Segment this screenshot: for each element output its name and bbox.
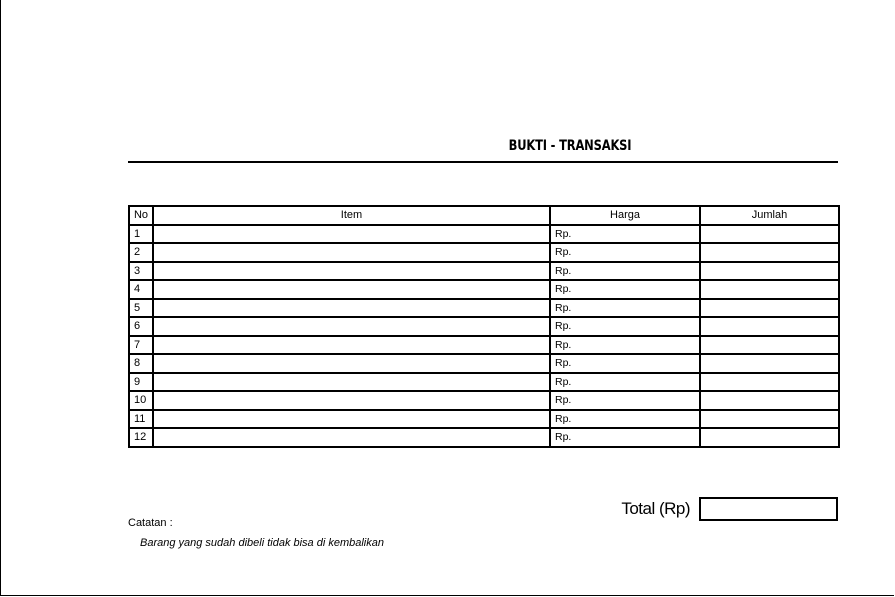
item-cell[interactable] [153, 336, 550, 355]
header-harga: Harga [550, 206, 700, 225]
harga-cell[interactable]: Rp. [550, 410, 700, 429]
row-number-cell: 9 [129, 373, 153, 392]
jumlah-cell[interactable] [700, 373, 839, 392]
table-body [129, 225, 839, 447]
item-cell[interactable] [153, 225, 550, 244]
harga-cell[interactable]: Rp. [550, 262, 700, 281]
item-cell[interactable] [153, 354, 550, 373]
header-jumlah: Jumlah [700, 206, 839, 225]
jumlah-cell[interactable] [700, 243, 839, 262]
harga-cell[interactable]: Rp. [550, 428, 700, 447]
total-label: Total (Rp) [621, 499, 690, 518]
row-number-cell: 7 [129, 336, 153, 355]
harga-cell[interactable]: Rp. [550, 243, 700, 262]
row-number-cell: 11 [129, 410, 153, 429]
table-header-row [129, 206, 839, 225]
item-cell[interactable] [153, 280, 550, 299]
harga-cell[interactable]: Rp. [550, 225, 700, 244]
table-row [129, 336, 839, 355]
harga-cell[interactable]: Rp. [550, 299, 700, 318]
table-row [129, 428, 839, 447]
harga-cell[interactable]: Rp. [550, 391, 700, 410]
header-item: Item [153, 206, 550, 225]
item-cell[interactable] [153, 373, 550, 392]
row-number-cell: 6 [129, 317, 153, 336]
row-number-cell: 3 [129, 262, 153, 281]
row-number-cell: 5 [129, 299, 153, 318]
jumlah-cell[interactable] [700, 391, 839, 410]
item-cell[interactable] [153, 391, 550, 410]
jumlah-cell[interactable] [700, 262, 839, 281]
harga-cell[interactable]: Rp. [550, 336, 700, 355]
jumlah-cell[interactable] [700, 317, 839, 336]
jumlah-cell[interactable] [700, 410, 839, 429]
notes-text: Barang yang sudah dibeli tidak bisa di kembalikan [140, 537, 384, 549]
jumlah-cell[interactable] [700, 225, 839, 244]
item-cell[interactable] [153, 410, 550, 429]
transaction-table [128, 205, 840, 448]
row-number-cell: 1 [129, 225, 153, 244]
table-row [129, 354, 839, 373]
table-row [129, 225, 839, 244]
jumlah-cell[interactable] [700, 428, 839, 447]
row-number-cell: 8 [129, 354, 153, 373]
row-number-cell: 10 [129, 391, 153, 410]
harga-cell[interactable]: Rp. [550, 280, 700, 299]
row-number-cell: 12 [129, 428, 153, 447]
harga-cell[interactable]: Rp. [550, 373, 700, 392]
harga-cell[interactable]: Rp. [550, 354, 700, 373]
item-cell[interactable] [153, 262, 550, 281]
item-cell[interactable] [153, 243, 550, 262]
table-row [129, 373, 839, 392]
item-cell[interactable] [153, 428, 550, 447]
harga-cell[interactable]: Rp. [550, 317, 700, 336]
table-row [129, 243, 839, 262]
header-no: No [129, 206, 153, 225]
table-row [129, 299, 839, 318]
jumlah-cell[interactable] [700, 336, 839, 355]
table-row [129, 317, 839, 336]
table-row [129, 410, 839, 429]
row-number-cell: 2 [129, 243, 153, 262]
title-divider [128, 161, 838, 163]
jumlah-cell[interactable] [700, 299, 839, 318]
notes-label: Catatan : [128, 517, 173, 529]
table-row [129, 391, 839, 410]
item-cell[interactable] [153, 299, 550, 318]
total-value-field[interactable] [699, 497, 838, 521]
jumlah-cell[interactable] [700, 280, 839, 299]
table-row [129, 262, 839, 281]
jumlah-cell[interactable] [700, 354, 839, 373]
item-cell[interactable] [153, 317, 550, 336]
table-row [129, 280, 839, 299]
document-title: BUKTI - TRANSAKSI [508, 138, 632, 154]
row-number-cell: 4 [129, 280, 153, 299]
